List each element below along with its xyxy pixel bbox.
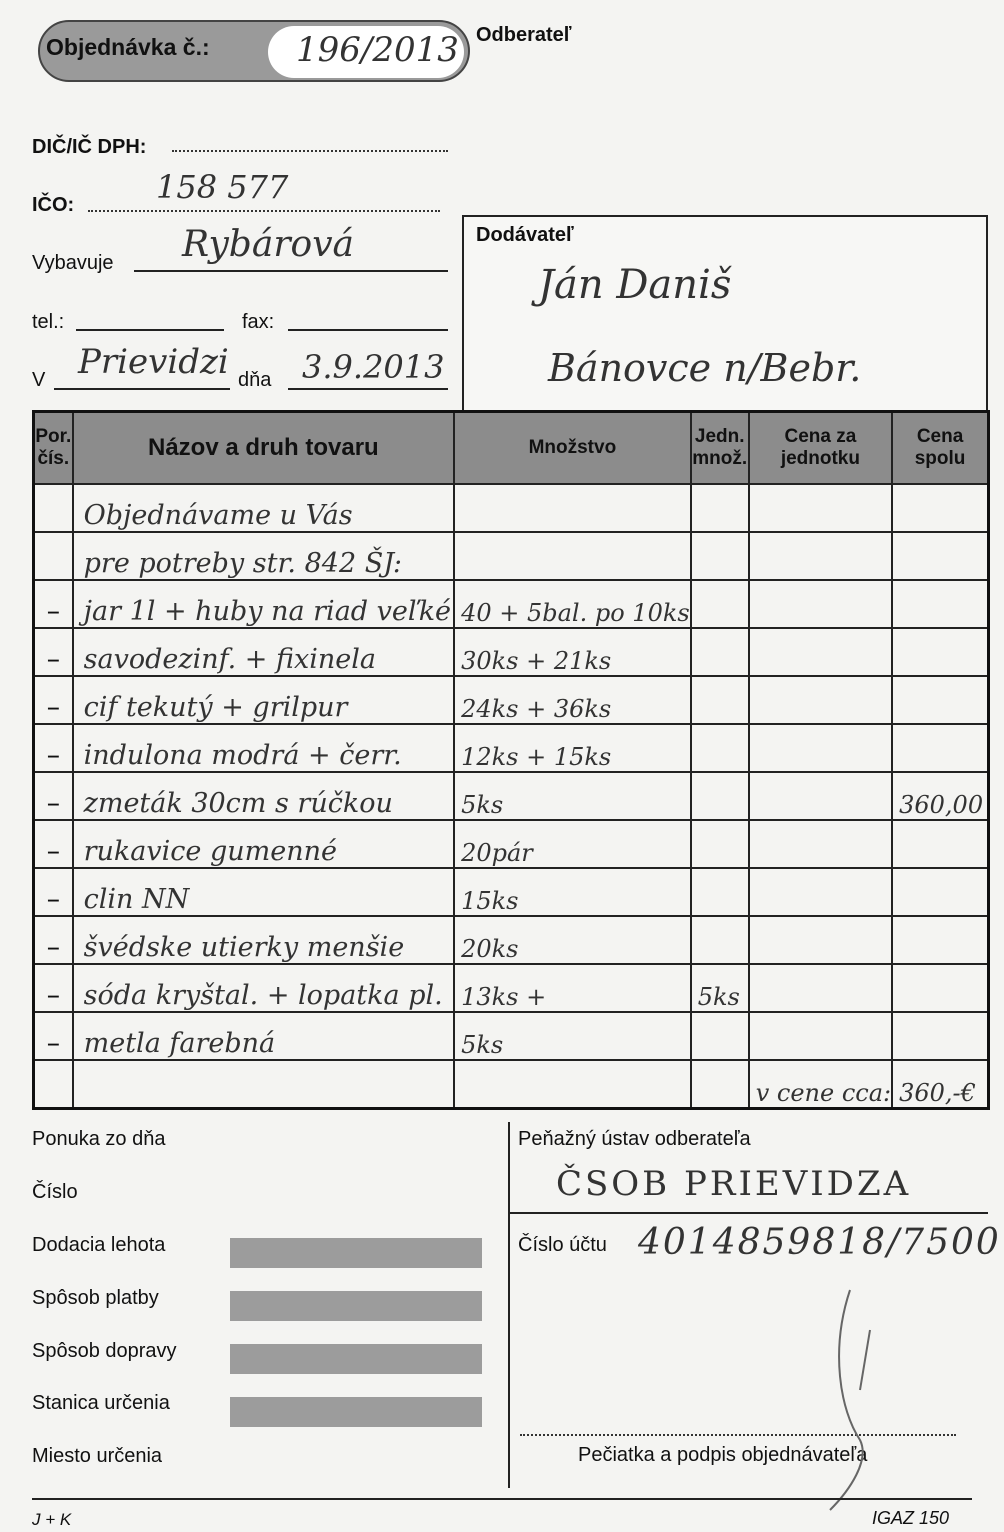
- cell-name: [73, 580, 454, 628]
- ico-line: [88, 210, 440, 212]
- cell-price: [749, 772, 892, 820]
- cell-qty: [454, 868, 691, 916]
- cell-name: [73, 628, 454, 676]
- cell-name: [73, 820, 454, 868]
- tel-label: tel.:: [32, 311, 65, 333]
- col-header-price: Cena za jednotku: [749, 412, 892, 485]
- cell-qty: [454, 964, 691, 1012]
- right-code: IGAZ 150: [872, 1508, 950, 1528]
- cell-name: [73, 1060, 454, 1109]
- table-row: [34, 676, 989, 724]
- cell-num-text: –: [46, 692, 61, 723]
- cell-unit: [691, 820, 749, 868]
- cell-price: [749, 628, 892, 676]
- cell-name: [73, 484, 454, 532]
- payment-label: Spôsob platby: [32, 1287, 159, 1309]
- cell-total: [892, 1060, 988, 1109]
- table-row: [34, 868, 989, 916]
- cell-name-text: sóda kryštal. + lopatka pl.: [83, 980, 443, 1011]
- station-field: [230, 1397, 482, 1427]
- cell-unit: [691, 532, 749, 580]
- cell-qty: [454, 628, 691, 676]
- place-prefix: V: [32, 369, 46, 391]
- fax-line: [288, 329, 448, 331]
- bottom-rule: [32, 1498, 972, 1500]
- cell-num-text: –: [46, 1028, 61, 1059]
- cell-num: [34, 1060, 73, 1109]
- cell-num-text: –: [46, 836, 61, 867]
- cell-qty-text: 20ks: [461, 935, 519, 963]
- cell-name-text: jar 1l + huby na riad veľké: [83, 596, 452, 627]
- cell-qty: [454, 724, 691, 772]
- place-value: Prievidzi: [78, 342, 229, 382]
- cell-total: [892, 532, 988, 580]
- cell-num: [34, 1012, 73, 1060]
- col-header-unit: Jedn. množ.: [691, 412, 749, 485]
- cell-name-text: rukavice gumenné: [83, 836, 337, 867]
- cell-total: [892, 676, 988, 724]
- table-row: [34, 580, 989, 628]
- cell-unit: [691, 868, 749, 916]
- order-number: 196/2013: [296, 30, 459, 70]
- cell-price: [749, 532, 892, 580]
- cell-num-text: –: [46, 884, 61, 915]
- cell-qty-text: 24ks + 36ks: [461, 695, 612, 723]
- cell-name-text: savodezinf. + fixinela: [83, 644, 376, 675]
- cell-num: [34, 628, 73, 676]
- footer-divider: [508, 1122, 510, 1488]
- bank-line: [510, 1212, 988, 1214]
- cell-name: [73, 532, 454, 580]
- account-label: Číslo účtu: [518, 1234, 607, 1256]
- signature-label: Pečiatka a podpis objednávateľa: [578, 1444, 868, 1466]
- cell-qty: [454, 916, 691, 964]
- account-value: 4014859818/7500: [638, 1222, 1001, 1263]
- dic-line: [172, 150, 448, 152]
- cell-total: [892, 484, 988, 532]
- cell-num: [34, 916, 73, 964]
- table-row: [34, 1012, 989, 1060]
- dic-label: DIČ/IČ DPH:: [32, 136, 147, 158]
- transport-field: [230, 1344, 482, 1374]
- fax-label: fax:: [242, 311, 275, 333]
- cell-name: [73, 868, 454, 916]
- col-header-name: Názov a druh tovaru: [73, 412, 454, 485]
- cell-qty-text: 15ks: [461, 887, 519, 915]
- cell-name: [73, 964, 454, 1012]
- cell-total: [892, 724, 988, 772]
- cell-price: [749, 916, 892, 964]
- cell-qty-text: 30ks + 21ks: [461, 647, 612, 675]
- ico-label: IČO:: [32, 194, 75, 216]
- cell-unit: [691, 580, 749, 628]
- cell-total: [892, 628, 988, 676]
- bank-label: Peňažný ústav odberateľa: [518, 1128, 751, 1150]
- cell-unit: [691, 676, 749, 724]
- cell-num-text: –: [46, 644, 61, 675]
- cell-num-text: –: [46, 932, 61, 963]
- cell-num: [34, 724, 73, 772]
- cell-qty-text: 13ks +: [461, 983, 547, 1011]
- table-row: [34, 916, 989, 964]
- delivery-field: [230, 1238, 482, 1268]
- date-value: 3.9.2013: [302, 348, 445, 386]
- vybavuje-label: Vybavuje: [32, 252, 114, 274]
- cell-unit-text: 5ks: [697, 983, 740, 1011]
- cell-num: [34, 580, 73, 628]
- cell-price: [749, 964, 892, 1012]
- station-label: Stanica určenia: [32, 1392, 170, 1414]
- cell-qty-text: 40 + 5bal. po 10ks: [461, 599, 690, 627]
- cell-qty: [454, 532, 691, 580]
- cell-price: [749, 724, 892, 772]
- cell-name: [73, 676, 454, 724]
- cell-qty: [454, 1012, 691, 1060]
- cell-num-text: –: [46, 788, 61, 819]
- cell-unit: [691, 1012, 749, 1060]
- cell-num: [34, 532, 73, 580]
- place-of-destination-label: Miesto určenia: [32, 1445, 163, 1467]
- cell-num: [34, 868, 73, 916]
- table-row: [34, 772, 989, 820]
- cell-qty: [454, 1060, 691, 1109]
- cell-name: [73, 772, 454, 820]
- cell-unit: [691, 772, 749, 820]
- transport-label: Spôsob dopravy: [32, 1340, 177, 1362]
- cell-qty: [454, 772, 691, 820]
- cell-name-text: švédske utierky menšie: [83, 932, 405, 963]
- cell-price-text: v cene cca:: [755, 1079, 892, 1107]
- cell-num: [34, 484, 73, 532]
- cell-num: [34, 964, 73, 1012]
- cell-qty: [454, 820, 691, 868]
- signature-mark: [790, 1270, 910, 1520]
- cell-unit: [691, 964, 749, 1012]
- cell-name-text: Objednávame u Vás: [83, 500, 353, 531]
- tel-line: [76, 329, 224, 331]
- cell-qty-text: 5ks: [461, 791, 504, 819]
- items-table: [32, 410, 990, 1110]
- cell-name-text: zmeták 30cm s rúčkou: [83, 788, 393, 819]
- number-label: Číslo: [32, 1181, 78, 1203]
- cell-price: [749, 580, 892, 628]
- cell-qty: [454, 676, 691, 724]
- cell-unit: [691, 628, 749, 676]
- cell-price: [749, 1012, 892, 1060]
- cell-num: [34, 820, 73, 868]
- bank-value: ČSOB PRIEVIDZA: [556, 1164, 912, 1204]
- col-header-qty: Množstvo: [454, 412, 691, 485]
- table-row: [34, 628, 989, 676]
- col-header-num: Por. čís.: [34, 412, 73, 485]
- table-header-row: [34, 412, 989, 485]
- left-code: J + K: [32, 1510, 72, 1529]
- cell-name-text: clin NN: [83, 884, 190, 915]
- cell-num-text: –: [46, 740, 61, 771]
- cell-total: [892, 580, 988, 628]
- buyer-label: Odberateľ: [476, 24, 572, 46]
- col-header-total: Cena spolu: [892, 412, 988, 485]
- vybavuje-line: [134, 270, 448, 272]
- place-line: [54, 388, 230, 390]
- cell-total: [892, 1012, 988, 1060]
- cell-qty-text: 20pár: [461, 839, 533, 867]
- table-row: [34, 484, 989, 532]
- cell-total: [892, 916, 988, 964]
- cell-name-text: cif tekutý + grilpur: [83, 692, 348, 723]
- cell-price: [749, 1060, 892, 1109]
- supplier-address: Bánovce n/Bebr.: [548, 346, 862, 390]
- cell-unit: [691, 916, 749, 964]
- table-row: [34, 964, 989, 1012]
- cell-unit: [691, 724, 749, 772]
- supplier-name: Ján Daniš: [538, 262, 732, 308]
- date-line: [288, 388, 448, 390]
- cell-qty-text: 5ks: [461, 1031, 504, 1059]
- cell-total: [892, 820, 988, 868]
- cell-price: [749, 484, 892, 532]
- cell-total-text: 360,-€: [899, 1079, 976, 1107]
- cell-name: [73, 724, 454, 772]
- payment-field: [230, 1291, 482, 1321]
- cell-num-text: –: [46, 596, 61, 627]
- ico-value: 158 577: [156, 168, 289, 206]
- cell-total-text: 360,00: [899, 791, 984, 819]
- cell-name-text: pre potreby str. 842 ŠJ:: [83, 548, 403, 579]
- cell-qty: [454, 580, 691, 628]
- offer-label: Ponuka zo dňa: [32, 1128, 166, 1150]
- cell-total: [892, 868, 988, 916]
- cell-num: [34, 676, 73, 724]
- table-row: [34, 1060, 989, 1109]
- cell-name: [73, 916, 454, 964]
- supplier-label: Dodávateľ: [476, 224, 574, 246]
- cell-name-text: metla farebná: [83, 1028, 276, 1059]
- table-row: [34, 724, 989, 772]
- cell-price: [749, 868, 892, 916]
- cell-total: [892, 964, 988, 1012]
- cell-name: [73, 1012, 454, 1060]
- cell-qty: [454, 484, 691, 532]
- cell-price: [749, 820, 892, 868]
- cell-name-text: indulona modrá + čerr.: [83, 740, 402, 771]
- table-row: [34, 820, 989, 868]
- cell-qty-text: 12ks + 15ks: [461, 743, 612, 771]
- date-label: dňa: [238, 369, 272, 391]
- cell-price: [749, 676, 892, 724]
- cell-total: [892, 772, 988, 820]
- delivery-label: Dodacia lehota: [32, 1234, 166, 1256]
- order-label: Objednávka č.:: [46, 34, 210, 60]
- table-row: [34, 532, 989, 580]
- vybavuje-value: Rybárová: [182, 224, 355, 265]
- cell-num: [34, 772, 73, 820]
- cell-unit: [691, 484, 749, 532]
- cell-num-text: –: [46, 980, 61, 1011]
- cell-unit: [691, 1060, 749, 1109]
